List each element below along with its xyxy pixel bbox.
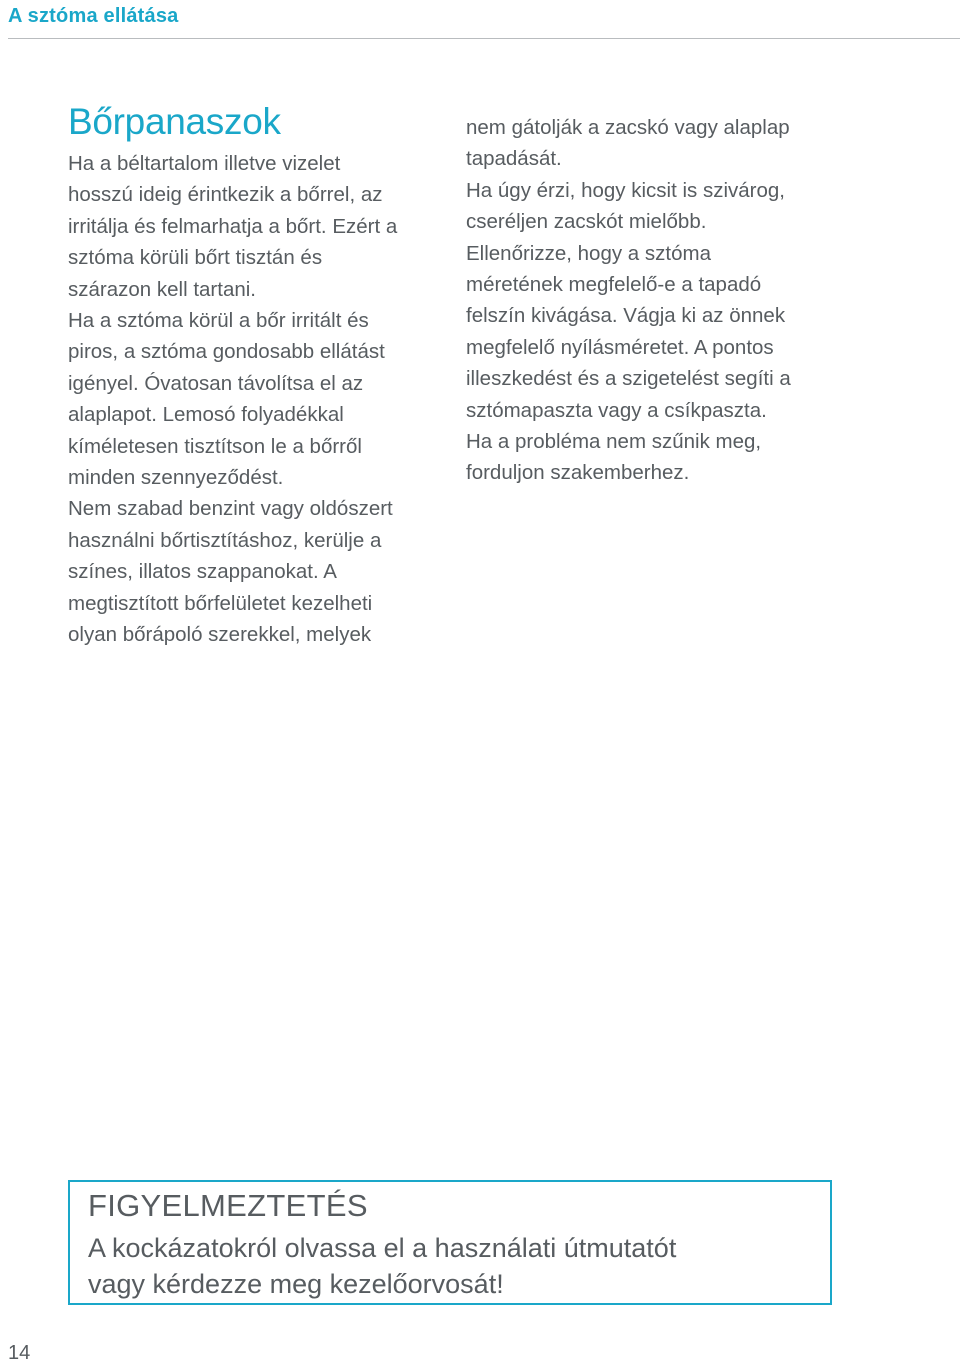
page-header-title: A sztóma ellátása [8,5,179,27]
left-column-text: Ha a béltartalom illetve vizelet hosszú ideig érintkezik a bőrrel, az irritálja és felmarhatja a bőrt. Ezért a sztóma körüli bőrt tisztán és szárazon kell tartani. Ha a sztóma körül a bőr irritált és piros, a sztóma gondosabb ellátást igényel. Óvatosan távolítsa el az alaplapot. Lemosó folyadékkal kíméletesen tisztítson le a bőrről minden szennyeződést. Nem szabad benzint vagy oldószert használni bőrtisztításhoz, kerülje a színes, illatos szappanokat. A megtisztított bőrfelületet kezelheti olyan bőrápoló szerekkel, melyek [68,152,398,647]
right-column-text: nem gátolják a zacskó vagy alaplap tapadását. Ha úgy érzi, hogy kicsit is szivárog, cseréljen zacskót mielőbb. Ellenőrizze, hogy a sztóma méretének megfelelő-e a tapadó felszín kivágása. Vágja ki az önnek megfelelő nyílásméretet. A pontos illeszkedést és a szigetelést segíti a sztómapaszta vagy a csíkpaszta. Ha a probléma nem szűnik meg, forduljon szakemberhez. [466,116,791,485]
page-number: 14 [8,1342,31,1364]
warning-text: A kockázatokról olvassa el a használati útmutatót vagy kérdezze meg kezelőorvosát! [88,1233,677,1299]
right-column [466,112,846,489]
warning-box [68,1180,832,1305]
warning-title: FIGYELMEZTETÉS [88,1188,368,1223]
section-heading: Bőrpanaszok [68,101,281,142]
left-column [68,100,448,651]
header-divider [8,38,960,39]
